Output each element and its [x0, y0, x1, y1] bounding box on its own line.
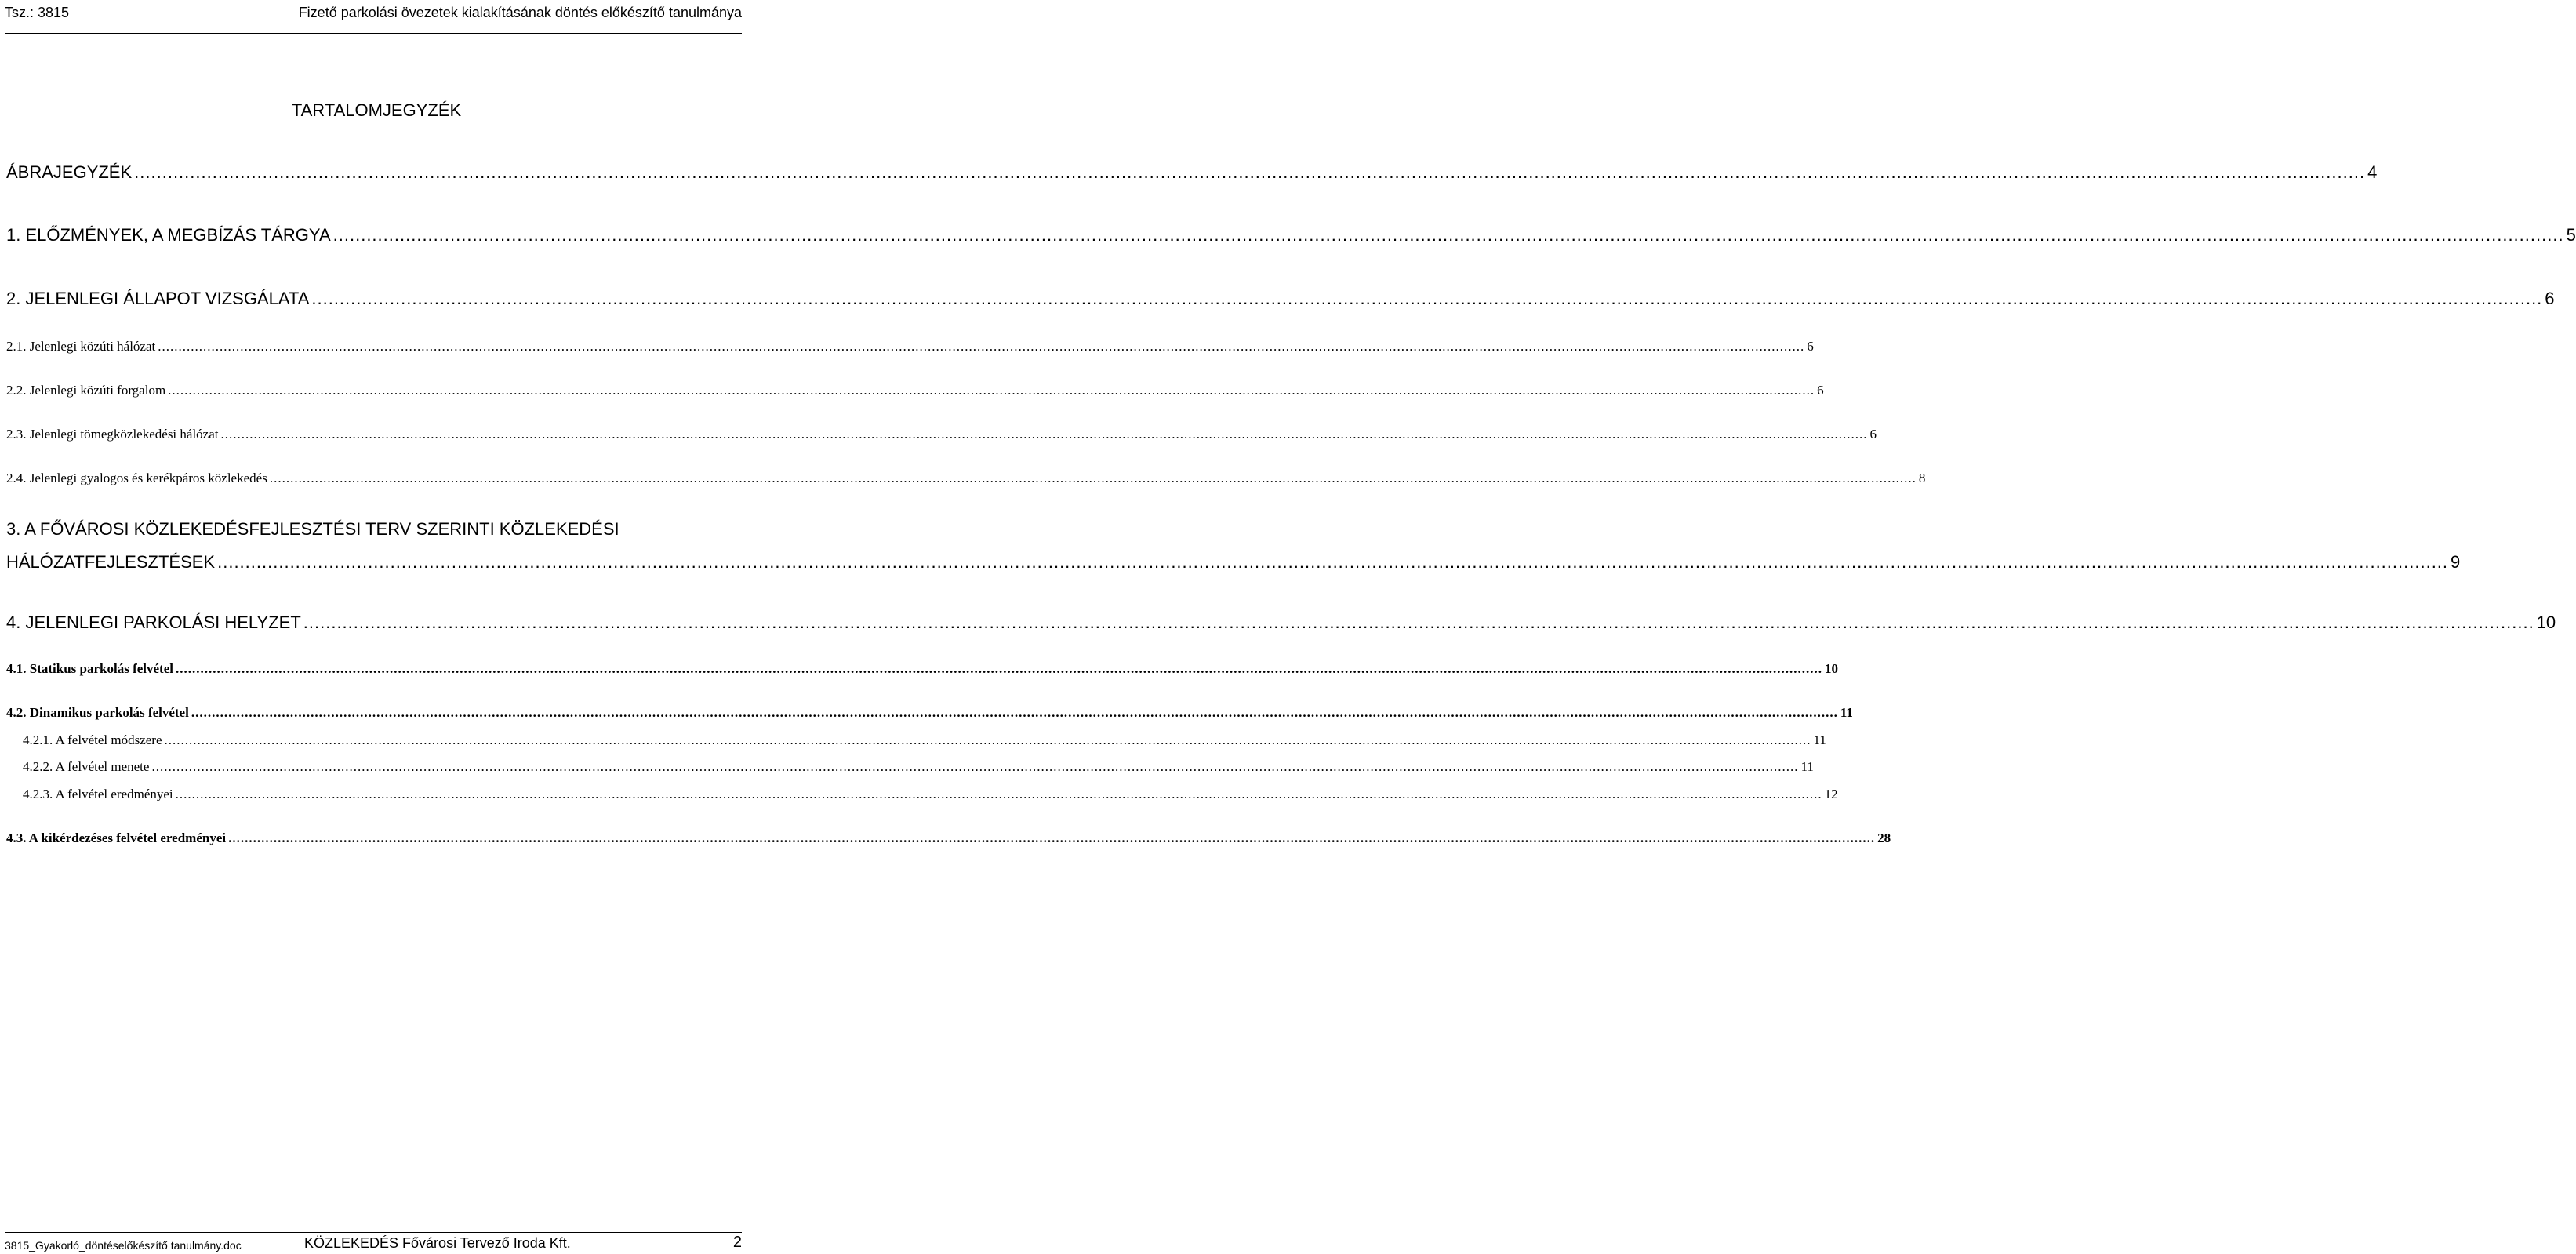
toc-entry-page: 9 — [2451, 552, 2461, 572]
toc-leader-dots: ................................................................................................................................................................................................................................................................................................................................................................................................................ — [228, 831, 1876, 845]
toc-entry-page: 5 — [2566, 225, 2576, 245]
toc-entry[interactable] — [6, 831, 1891, 846]
toc-entry-label[interactable]: 3. A FŐVÁROSI KÖZLEKEDÉSFEJLESZTÉSI TERV SZERINTI KÖZLEKEDÉSI — [6, 519, 619, 539]
toc-leader-dots: ................................................................................................................................................................................................................................................................................................................................................................................................................ — [269, 471, 1917, 485]
toc-entry-page: 6 — [1807, 339, 1814, 354]
toc-entry-page: 10 — [2536, 612, 2556, 632]
toc-entry-label: 4. JELENLEGI PARKOLÁSI HELYZET — [6, 612, 301, 632]
toc-leader-dots: ................................................................................................................................................................................................................................................................................................................................................................................................................ — [217, 552, 2449, 572]
page-footer — [5, 1234, 742, 1252]
toc-entry-label: 2.3. Jelenlegi tömegközlekedési hálózat — [6, 427, 219, 442]
toc-entry[interactable] — [6, 471, 1926, 486]
footer-organization: KÖZLEKEDÉS Fővárosi Tervező Iroda Kft. — [304, 1235, 571, 1251]
toc-entry-label: 4.2.1. A felvétel módszere — [23, 732, 162, 747]
toc-entry-label: HÁLÓZATFEJLESZTÉSEK — [6, 552, 216, 572]
toc-entry[interactable] — [6, 225, 2576, 245]
toc-leader-dots: ................................................................................................................................................................................................................................................................................................................................................................................................................ — [151, 759, 1799, 774]
toc-entry-page: 6 — [1869, 427, 1877, 442]
toc-leader-dots: ................................................................................................................................................................................................................................................................................................................................................................................................................ — [164, 732, 1811, 747]
toc-leader-dots: ................................................................................................................................................................................................................................................................................................................................................................................................................ — [175, 787, 1822, 801]
toc-entry[interactable] — [6, 289, 2555, 309]
header-document-title: Fizető parkolási övezetek kialakításának döntés előkészítő tanulmánya — [298, 5, 742, 20]
toc-entry-page: 28 — [1877, 831, 1891, 845]
toc-entry-label: 4.2.3. A felvétel eredményei — [23, 787, 173, 801]
toc-entry-label: 4.1. Statikus parkolás felvétel — [6, 661, 173, 676]
toc-leader-dots: ................................................................................................................................................................................................................................................................................................................................................................................................................ — [303, 612, 2534, 632]
toc-entry[interactable] — [23, 759, 1814, 775]
toc-entry-label: 2. JELENLEGI ÁLLAPOT VIZSGÁLATA — [6, 289, 310, 308]
toc-entry[interactable] — [6, 383, 1824, 398]
toc-leader-dots: ................................................................................................................................................................................................................................................................................................................................................................................................................ — [332, 225, 2564, 245]
toc-leader-dots: ................................................................................................................................................................................................................................................................................................................................................................................................................ — [311, 289, 2543, 308]
toc-entry-page: 6 — [1817, 383, 1824, 398]
footer-rule — [5, 1232, 742, 1233]
toc-entry-label: 4.3. A kikérdezéses felvétel eredményei — [6, 831, 227, 845]
toc-entry[interactable] — [6, 339, 1814, 354]
toc-entry-page: 10 — [1824, 661, 1838, 676]
footer-file-name: 3815_Gyakorló_döntéselőkészítő tanulmány.doc — [5, 1239, 242, 1252]
toc-entry-label: 2.2. Jelenlegi közúti forgalom — [6, 383, 166, 398]
toc-entry-label: ÁBRAJEGYZÉK — [6, 162, 133, 182]
toc-entry[interactable] — [23, 787, 1838, 802]
toc-entry-label: 2.4. Jelenlegi gyalogos és kerékpáros közlekedés — [6, 471, 267, 485]
toc-leader-dots: ................................................................................................................................................................................................................................................................................................................................................................................................................ — [158, 339, 1805, 354]
toc-entry[interactable] — [6, 612, 2556, 633]
toc-leader-dots: ................................................................................................................................................................................................................................................................................................................................................................................................................ — [134, 162, 2366, 182]
toc-entry[interactable] — [6, 162, 2378, 183]
toc-entry-label: 1. ELŐZMÉNYEK, A MEGBÍZÁS TÁRGYA — [6, 225, 331, 245]
toc-leader-dots: ................................................................................................................................................................................................................................................................................................................................................................................................................ — [168, 383, 1815, 398]
toc-entry[interactable] — [6, 705, 1853, 721]
toc-entry-label: 4.2.2. A felvétel menete — [23, 759, 150, 774]
toc-entry-page: 11 — [1800, 759, 1814, 774]
toc-entry-label: 2.1. Jelenlegi közúti hálózat — [6, 339, 156, 354]
toc-entry[interactable] — [23, 732, 1826, 748]
toc-entry[interactable] — [6, 427, 1877, 442]
toc-entry[interactable] — [6, 661, 1838, 677]
toc-title: TARTALOMJEGYZÉK — [291, 100, 462, 120]
toc-entry-page: 4 — [2367, 162, 2378, 182]
toc-entry-page: 11 — [1813, 732, 1826, 747]
toc-leader-dots: ................................................................................................................................................................................................................................................................................................................................................................................................................ — [220, 427, 1868, 442]
toc-entry-page: 11 — [1840, 705, 1853, 720]
footer-page-number: 2 — [732, 1234, 742, 1251]
toc-entry-page: 8 — [1918, 471, 1926, 485]
toc-leader-dots: ................................................................................................................................................................................................................................................................................................................................................................................................................ — [191, 705, 1838, 720]
toc-entry-page: 12 — [1824, 787, 1838, 801]
toc-entry-label: 4.2. Dinamikus parkolás felvétel — [6, 705, 189, 720]
toc-entry-page: 6 — [2545, 289, 2555, 308]
toc-entry[interactable] — [6, 552, 2461, 572]
header-project-number: Tsz.: 3815 — [5, 5, 70, 20]
toc-leader-dots: ................................................................................................................................................................................................................................................................................................................................................................................................................ — [175, 661, 1822, 676]
